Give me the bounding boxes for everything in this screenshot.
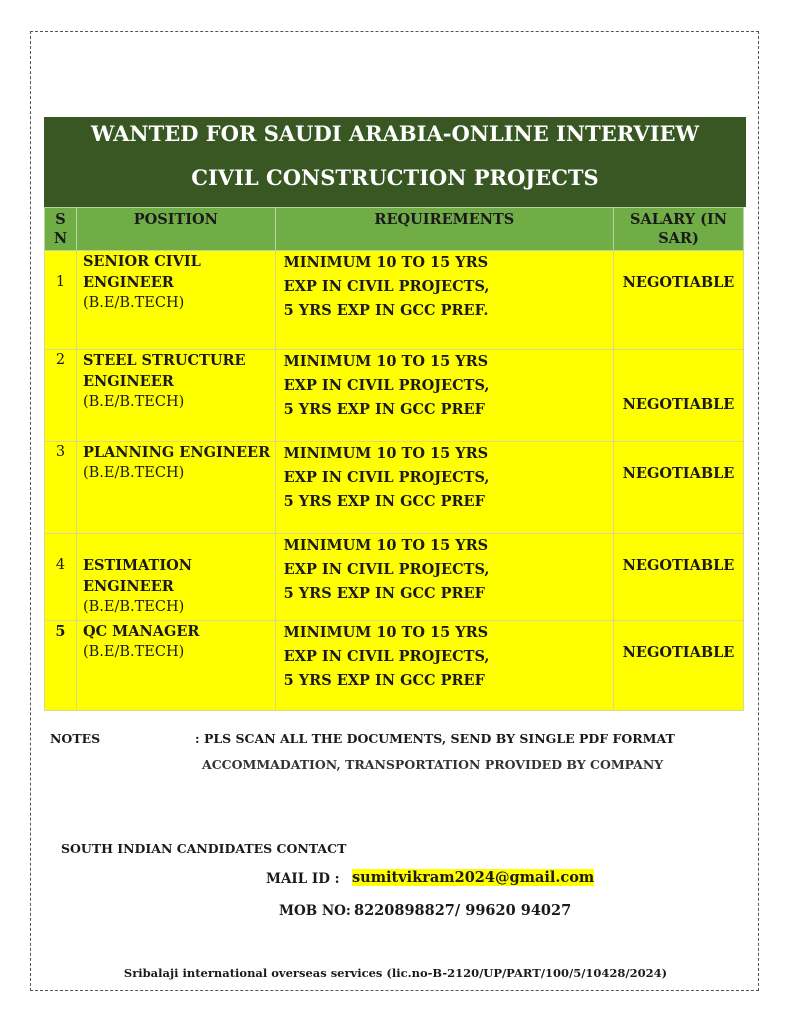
requirement-line: EXP IN CIVIL PROJECTS, bbox=[283, 377, 490, 394]
requirement-line: MINIMUM 10 TO 15 YRS bbox=[283, 254, 489, 271]
position-title: ESTIMATION ENGINEER bbox=[82, 557, 193, 595]
requirement-line: MINIMUM 10 TO 15 YRS bbox=[283, 624, 489, 641]
requirement-line: 5 YRS EXP IN GCC PREF bbox=[283, 585, 485, 602]
vacancy-table bbox=[44, 207, 744, 711]
table-row bbox=[45, 442, 744, 534]
title-line-2: CIVIL CONSTRUCTION PROJECTS bbox=[191, 165, 599, 190]
requirement-line: 5 YRS EXP IN GCC PREF bbox=[283, 672, 485, 689]
position-title: QC MANAGER bbox=[82, 623, 200, 640]
table-row bbox=[45, 621, 744, 711]
position-title: STEEL STRUCTURE ENGINEER bbox=[82, 352, 246, 390]
row-sn: 1 bbox=[45, 251, 77, 350]
table-header-row bbox=[45, 208, 744, 251]
position-degree: (B.E/B.TECH) bbox=[82, 295, 185, 311]
requirement-line: EXP IN CIVIL PROJECTS, bbox=[283, 469, 490, 486]
row-position bbox=[76, 534, 275, 621]
position-degree: (B.E/B.TECH) bbox=[82, 599, 185, 615]
position-degree: (B.E/B.TECH) bbox=[82, 644, 185, 660]
footer-license: Sribalaji international overseas services (lic.no-B-2120/UP/PART/100/5/10428/2024) bbox=[123, 966, 668, 980]
table-row bbox=[45, 350, 744, 442]
row-sn: 2 bbox=[45, 350, 77, 442]
column-header-position: POSITION bbox=[76, 208, 275, 251]
row-salary: NEGOTIABLE bbox=[614, 251, 744, 350]
row-salary: NEGOTIABLE bbox=[614, 350, 744, 442]
mail-label: MAIL ID : bbox=[266, 871, 340, 887]
position-title: SENIOR CIVIL ENGINEER bbox=[82, 253, 201, 291]
row-position bbox=[76, 251, 275, 350]
requirement-line: 5 YRS EXP IN GCC PREF bbox=[283, 493, 485, 510]
row-requirements bbox=[275, 621, 613, 711]
notes-line-1: : PLS SCAN ALL THE DOCUMENTS, SEND BY SINGLE PDF FORMAT bbox=[195, 731, 675, 746]
column-header-sn: S N bbox=[45, 208, 77, 251]
requirement-line: MINIMUM 10 TO 15 YRS bbox=[283, 537, 489, 554]
row-sn: 5 bbox=[45, 621, 77, 711]
mob-label: MOB NO: bbox=[279, 903, 351, 919]
row-requirements bbox=[275, 251, 613, 350]
column-header-requirements: REQUIREMENTS bbox=[275, 208, 613, 251]
table-row bbox=[45, 534, 744, 621]
row-position bbox=[76, 350, 275, 442]
position-degree: (B.E/B.TECH) bbox=[82, 394, 185, 410]
position-degree: (B.E/B.TECH) bbox=[82, 465, 185, 481]
row-salary: NEGOTIABLE bbox=[614, 534, 744, 621]
row-sn: 3 bbox=[45, 442, 77, 534]
mail-value[interactable] bbox=[352, 869, 594, 886]
notes-label: NOTES bbox=[50, 731, 101, 746]
row-requirements bbox=[275, 442, 613, 534]
contact-heading: SOUTH INDIAN CANDIDATES CONTACT bbox=[61, 841, 347, 856]
mob-value: 8220898827/ 99620 94027 bbox=[354, 902, 572, 919]
row-position bbox=[76, 442, 275, 534]
requirement-line: MINIMUM 10 TO 15 YRS bbox=[283, 353, 489, 370]
title-banner bbox=[44, 117, 746, 207]
row-sn: 4 bbox=[45, 534, 77, 621]
position-title: PLANNING ENGINEER bbox=[82, 444, 271, 461]
requirement-line: 5 YRS EXP IN GCC PREF. bbox=[283, 302, 489, 319]
column-header-salary: SALARY (IN SAR) bbox=[614, 208, 744, 251]
requirement-line: EXP IN CIVIL PROJECTS, bbox=[283, 561, 490, 578]
notes-line-2: ACCOMMADATION, TRANSPORTATION PROVIDED BY COMPANY bbox=[202, 757, 664, 772]
title-line-1: WANTED FOR SAUDI ARABIA-ONLINE INTERVIEW bbox=[90, 121, 700, 146]
email-link[interactable]: sumitvikram2024@gmail.com bbox=[352, 869, 595, 886]
row-salary: NEGOTIABLE bbox=[614, 621, 744, 711]
row-salary: NEGOTIABLE bbox=[614, 442, 744, 534]
requirement-line: EXP IN CIVIL PROJECTS, bbox=[283, 278, 490, 295]
table-row bbox=[45, 251, 744, 350]
requirement-line: MINIMUM 10 TO 15 YRS bbox=[283, 445, 489, 462]
requirement-line: EXP IN CIVIL PROJECTS, bbox=[283, 648, 490, 665]
row-position bbox=[76, 621, 275, 711]
requirement-line: 5 YRS EXP IN GCC PREF bbox=[283, 401, 485, 418]
row-requirements bbox=[275, 350, 613, 442]
row-requirements bbox=[275, 534, 613, 621]
